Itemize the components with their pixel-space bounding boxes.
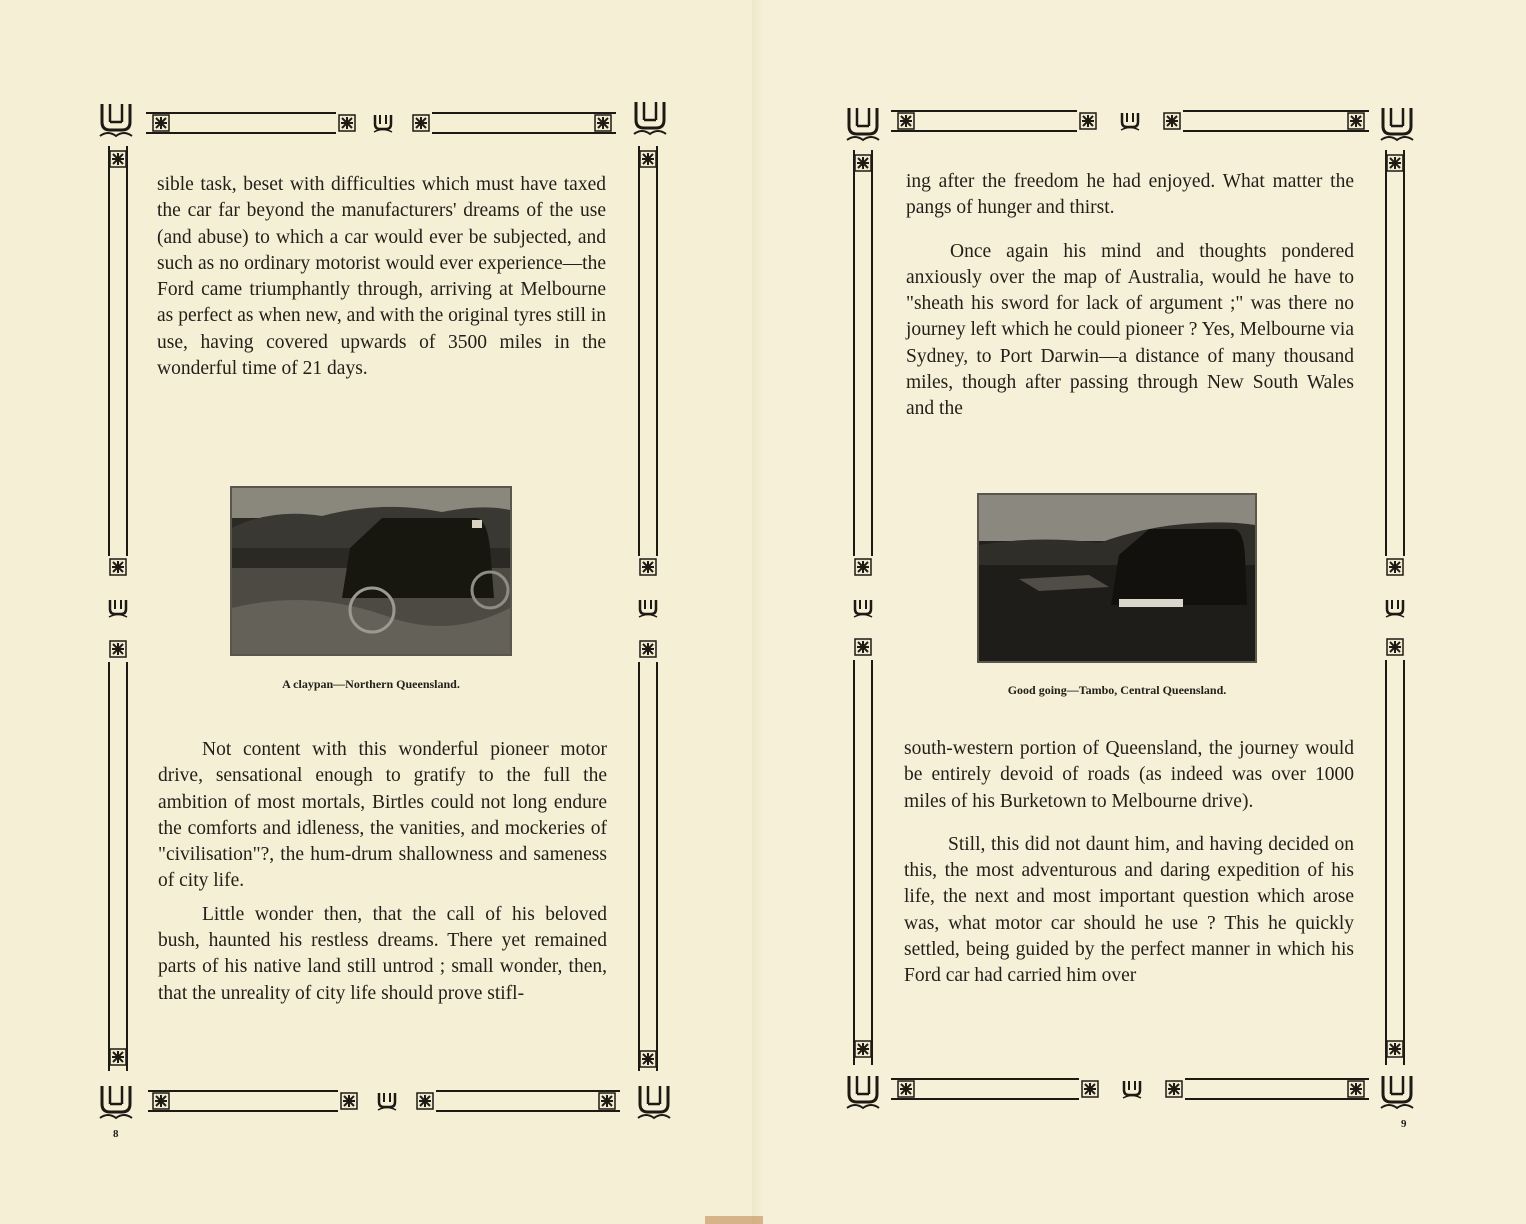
square-ornament-icon — [854, 154, 872, 172]
paragraph: south-western portion of Queensland, the journey would be entirely devoid of roads (as indeed was over 1000 miles of his Burketown to Melbourne drive). — [904, 738, 1354, 812]
photo-caption: Good going—Tambo, Central Queensland. — [1007, 683, 1227, 697]
square-ornament-icon — [598, 1092, 616, 1110]
paragraph: ing after the freedom he had enjoyed. What matter the pangs of hunger and thirst. — [906, 171, 1354, 219]
square-ornament-icon — [1386, 1040, 1404, 1058]
side-ornament — [1383, 556, 1407, 660]
right-page — [763, 0, 1526, 1224]
square-ornament-icon — [1386, 154, 1404, 172]
side-ornament — [851, 556, 875, 660]
corner-ornament-icon — [845, 104, 881, 142]
corner-ornament-icon — [98, 100, 134, 138]
corner-ornament-icon — [1379, 1072, 1415, 1110]
center-ornament — [1077, 110, 1183, 132]
corner-ornament-icon — [632, 98, 668, 136]
paragraph: Once again his mind and thoughts pondered anxiously over the map of Australia, would he have to "sheath his sword for lack of argument ;" was there no journey left which he could pioneer ? Yes, Melbourne via Sydney, to Port Darwin—a distance of many thousand miles, though after passing through New South Wales and the — [906, 240, 1354, 420]
square-ornament-icon — [897, 1080, 915, 1098]
square-ornament-icon — [109, 1048, 127, 1066]
corner-ornament-icon — [636, 1082, 672, 1120]
square-ornament-icon — [1347, 112, 1365, 130]
photo-caption: A claypan—Northern Queensland. — [282, 677, 460, 691]
corner-ornament-icon — [845, 1072, 881, 1110]
square-ornament-icon — [639, 150, 657, 168]
square-ornament-icon — [897, 112, 915, 130]
square-ornament-icon — [109, 150, 127, 168]
center-ornament — [1079, 1078, 1185, 1100]
body-text-bottom — [904, 736, 1354, 990]
center-ornament — [338, 1090, 436, 1112]
tambo-photo — [977, 493, 1257, 663]
binding-mark — [705, 1216, 765, 1224]
paragraph: Little wonder then, that the call of his beloved bush, haunted his restless dreams. There yet remained parts of his native land still untrod ; small wonder, then, that the unreality of city life should prove stifl- — [158, 903, 607, 1004]
paragraph: Still, this did not daunt him, and having decided on this, the most adventurous and daring expedition of his life, the next and most important question which arose was, what motor car should he use ? This he quickly settled, being guided by the perfect manner in which his Ford car had carried him over — [904, 833, 1354, 987]
square-ornament-icon — [854, 1040, 872, 1058]
square-ornament-icon — [1347, 1080, 1365, 1098]
body-text-top — [906, 169, 1354, 423]
corner-ornament-icon — [1379, 104, 1415, 142]
corner-ornament-icon — [98, 1082, 134, 1120]
page-number: 8 — [113, 1128, 119, 1140]
paragraph: Not content with this wonderful pioneer motor drive, sensational enough to gratify to the full the ambition of most mortals, Birtles could not long endure the comforts and idleness, the vanities, and mockeries of "civilisation"?, the hum-drum shallowness and sameness of city life. — [158, 739, 607, 892]
paragraph: sible task, beset with difficulties which must have taxed the car far beyond the manufacturers' dreams of the use (and abuse) to which a car would ever be subjected, and such as no ordinary motorist would ever experience—the Ford came triumphantly through, arriving at Melbourne as perfect as when new, and with the original tyres still in use, having covered upwards of 3500 miles in the wonderful time of 21 days. — [157, 174, 606, 380]
side-ornament — [106, 556, 130, 662]
page-number: 9 — [1401, 1118, 1407, 1130]
side-ornament — [636, 556, 660, 662]
center-ornament — [336, 112, 432, 134]
square-ornament-icon — [152, 114, 170, 132]
square-ornament-icon — [152, 1092, 170, 1110]
body-text-bottom — [158, 737, 607, 1007]
body-text-top — [157, 172, 606, 382]
claypan-photo — [230, 486, 512, 656]
square-ornament-icon — [594, 114, 612, 132]
square-ornament-icon — [639, 1050, 657, 1068]
